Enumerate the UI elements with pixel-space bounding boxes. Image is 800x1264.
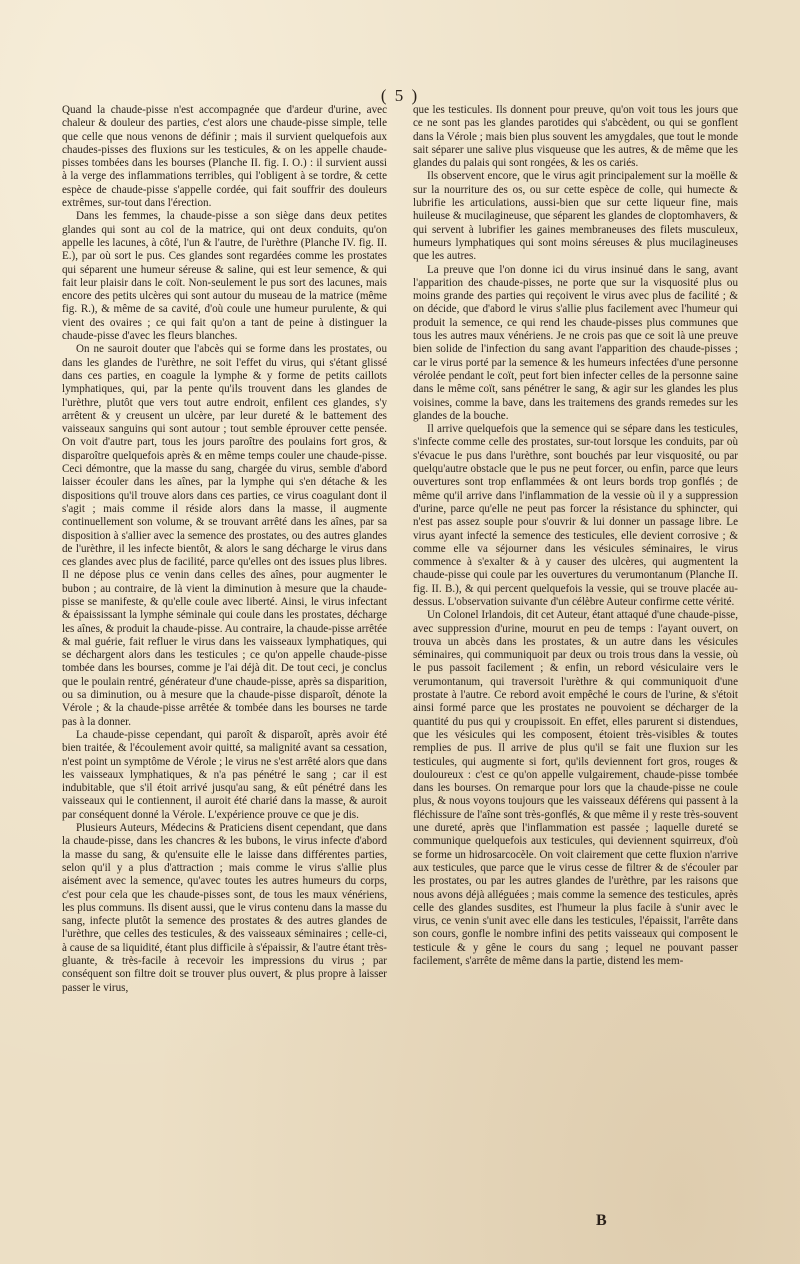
paragraph: que les testicules. Ils donnent pour preuve, qu'on voit tous les jours que ce ne sont pas les glandes parotides qui s'abcèdent, ou qui se gonflent dans la Vérole ; mais bien plus souvent les amygdales, que tout le monde sait séparer une salive plus visqueuse que les autres, & de même que les glandes du palais qui sont rongées, & les os cariés.	[413, 104, 738, 170]
paragraph: La preuve que l'on donne ici du virus insinué dans le sang, avant l'apparition des chaude-pisses, ne porte que sur la visquosité plus ou moins grande des parties qui reçoivent le virus avec plus de facilité ; & on décide, que d'abord le virus s'allie plus facilement avec l'humeur qui produit la semence, ce qui rend les chaude-pisses plus communes que tous les autres maux vénériens. Je ne crois pas que ce soit là une preuve bien solide de l'infection du sang avant l'apparition des chaude-pisses ; car le virus porté par la semence & les humeurs infectées d'une personne vérolée pendant le coït, peut fort bien infecter celles de la personne saine dans le même coït, sans pénétrer le sang, & agir sur les glandes les plus voisines, comme la bave, dans les traitemens des grands remedes sur les glandes de la bouche.	[413, 263, 738, 422]
paragraph: Quand la chaude-pisse n'est accompagnée que d'ardeur d'urine, avec chaleur & douleur des parties, c'est alors une chaude-pisse simple, telle que celle que nous venons de définir ; mais il survient quelquefois aux chaudes-pisses des fluxions sur les testicules, & on les appelle chaude-pisses tombées dans les bourses (Planche II. fig. I. O.) : il survient aussi à la verge des inflammations terribles, qui l'obligent à se tordre, & cette espèce de chaude-pisse s'appelle cordée, qui fait souffrir des douleurs extrêmes, sur-tout dans l'érection.	[62, 104, 387, 210]
paragraph: Ils observent encore, que le virus agit principalement sur la moëlle & sur la nourriture des os, ou sur cette espèce de colle, qui humecte & lubrifie les articulations, aussi-bien que sur cette liqueur fine, mais huileuse & mucilagineuse, que séparent les glandes de cloptomhavers, & qui servent à lubrifier les gaines membraneuses des filets musculeux, humeurs lymphatiques qui sont moins séreuses & plus mucilagineuses que les autres.	[413, 170, 738, 263]
paragraph: Plusieurs Auteurs, Médecins & Praticiens disent cependant, que dans la chaude-pisse, dans les chancres & les bubons, le virus infecte d'abord la masse du sang, & qu'ensuite elle le laisse dans différentes parties, selon qu'il y a plus d'attraction ; mais comme le virus s'allie plus aisément avec la semence, qu'avec toutes les autres humeurs du corps, c'est pour cela que les chaude-pisses sont, de tous les maux vénériens, les plus communs. Ils disent aussi, que le virus contenu dans la masse du sang, infecte plutôt la semence des prostates & des autres glandes de l'urèthre, que celles des testicules, & des vaisseaux séminaires ; celle-ci, à cause de sa liquidité, étant plus difficile à s'épaissir, & l'autre étant très-gluante, & très-facile à recevoir les impressions du virus ; par conséquent son filtre doit se trouver plus ouvert, & plus propre à laisser passer le virus,	[62, 822, 387, 994]
right-column	[413, 104, 738, 968]
paragraph: On ne sauroit douter que l'abcès qui se forme dans les prostates, ou dans les glandes de l'urèthre, ne soit l'effet du virus, qui s'étant glissé dans ces parties, en coagule la lymphe & y forme de petits caillots lymphatiques, qui, par la pente qu'ils trouvent dans les glandes de l'urèthre, plutôt que vers tout autre endroit, enfilent ces glandes, s'y arrêtent & y creusent un ulcère, par leur dureté & le battement des vaisseaux sanguins qui sont autour ; tout semble éprouver cette pensée. On voit d'autre part, tous les jours paroître des poulains fort gros, & disparoître quelquefois après & en même temps couler une chaude-pisse. Ceci démontre, que la masse du sang, chargée du virus, semble d'abord laisser écouler dans les aînes, par la lymphe qui s'en détache & les dispositions qu'il trouve alors dans ces parties, ce virus coagulant dont il s'agit ; mais comme il réside alors dans la masse, il augmente continuellement son volume, & se trouvant arrêté dans les aînes, par sa disposition à s'allier avec la semence des prostates, ou des autres glandes de l'urèthre, il les infecte bientôt, & alors le sang décharge le virus dans ces glandes avec plus de facilité, parce qu'elles ont des issues plus libres. Il ne dépose plus ce venin dans celles des aînes, pour augmenter le bubon ; au contraire, de là vient la diminution à mesure que la chaude-pisse se manifeste, & qu'elle coule avec liberté. Ainsi, le virus infectant & épaississant la lymphe séminale qui coule dans les prostates, décharge les aînes, & produit la chaude-pisse. Au contraire, la chaude-pisse arrêtée & mal guérie, fait refluer le virus dans les vaisseaux lymphatiques, qui se déchargent alors dans les testicules ; ce qu'on appelle chaude-pisse tombée dans les bourses, comme je l'ai déjà dit. De tout ceci, je conclus que le poulain rentré, générateur d'une chaude-pisse, après sa disparition, ou sa diminution, ou à mesure que la chaude-pisse disparoît, dénote la Vérole ; & la chaude-pisse arrêtée & tombée dans les bourses ne tarde pas à la donner.	[62, 343, 387, 728]
page-number: ( 5 )	[380, 86, 420, 105]
left-column	[62, 104, 387, 995]
signature-mark: B	[596, 1212, 607, 1229]
paragraph: Il arrive quelquefois que la semence qui se sépare dans les testicules, s'infecte comme celle des prostates, sur-tout lorsque les conduits, par où s'évacue le pus dans l'urèthre, sont bouchés par leur visquosité, ou par quelqu'autre obstacle que le pus ne peut forcer, ou enfin, parce que leurs ouvertures sont trop enflammées & ont leurs bords trop gonflés ; de même qu'il arrive dans l'inflammation de la vessie où il y a suppression d'urine, parce qu'elle ne peut pas forcer la résistance du sphincter, qui n'est pas assez souple pour s'ouvrir & lui donner un passage libre. Le virus ayant infecté la semence des testicules, elle devient corrosive ; & comme elle va séjourner dans les vésicules séminaires, le virus commence à s'exalter & à y causer des ulcères, qui augmentent la chaude-pisse qui coule par les ouvertures du verumontanum (Planche II. fig. II. B.), & qui percent quelquefois la vessie, qui se trouve placée au-dessus. L'observation suivante d'un célèbre Auteur confirme cette vérité.	[413, 423, 738, 608]
paragraph: La chaude-pisse cependant, qui paroît & disparoît, après avoir été bien traitée, & l'écoulement avoir quitté, sa malignité avant sa cessation, n'est point un symptôme de Vérole ; le virus ne s'est arrêté alors que dans les vaisseaux lymphatiques, & n'a pas pénétré le sang ; car il est indubitable, que s'il étoit arrivé jusqu'au sang, & eût pénétré dans les vaisseaux qui le contiennent, il auroit été charié dans la masse, & auroit par conséquent donné la Vérole. L'expérience prouve ce que je dis.	[62, 728, 387, 821]
paragraph: Dans les femmes, la chaude-pisse a son siège dans deux petites glandes qui sont au col de la matrice, qui ont deux conduits, qu'on appelle les lacunes, à côté, l'un & l'autre, de l'urèthre (Planche IV. fig. II. E.), par où sort le pus. Ces glandes sont regardées comme les prostates qui séparent une humeur séreuse & saline, qui est leur semence, & qui fait leur plaisir dans le coït. Non-seulement le pus sort des lacunes, mais encore des petits ulcères qui sont autour du museau de la matrice (même fig. R.), & même de sa cavité, d'où coule une humeur purulente, & qui vient des ovaires ; ce qui fait qu'on a tant de peine à distinguer la chaude-pisse d'avec les fleurs blanches.	[62, 210, 387, 343]
paragraph: Un Colonel Irlandois, dit cet Auteur, étant attaqué d'une chaude-pisse, avec suppression d'urine, mourut en peu de temps : l'ayant ouvert, on trouva un abcès dans les prostates, & un autre dans les vésicules séminaires, qui communiquoit par deux ou trois trous dans la vessie, où le pus passoit facilement ; & enfin, un rebord vésiculaire vers le verumontanum, qui traversoit l'urèthre & qui communiquoit d'une prostate à l'autre. Ce rebord avoit empêché le cours de l'urine, & s'étoit ainsi formé parce que les prostates ne pouvoient se décharger de la quantité du pus qui y croupissoit. En effet, elles parurent si distendues, que les vésicules qui les composent, étoient très-visibles & toutes remplies de pus. Il arrive de plus qu'il se fait une fluxion sur les testicules, qui augmente si fort, qu'ils deviennent fort gros, rouges & douloureux : c'est ce qu'on appelle vulgairement, chaude-pisse tombée dans les bourses. On remarque pour lors que la chaude-pisse ne coule plus, & nous voyons toujours que les vaisseaux déférens qui passent à la fléchissure de l'aîne sont très-gonflés, & que même il y reste très-souvent une dureté, après que l'inflammation est passée ; laquelle dureté se communique quelquefois aux testicules, qui deviennent squirreux, d'où se forme un hidrosarcocèle. On voit clairement que cette fluxion n'arrive aux testicules, que parce que le virus cesse de filtrer & de s'écouler par les prostates, ou par les autres glandes de l'urèthre, par les raisons que nous avons déjà alléguées ; mais comme la semence des testicules, après celle des glandes susdites, est l'humeur la plus facile à s'unir avec le virus, ce venin s'unit avec elle dans les testicules, l'épaissit, l'arrête dans son cours, gonfle le nombre infini des petits vaisseaux qui composent le testicule & y gêne le cours du sang ; lequel ne pouvant passer facilement, s'arrête de même dans la partie, distend les mem-	[413, 609, 738, 967]
